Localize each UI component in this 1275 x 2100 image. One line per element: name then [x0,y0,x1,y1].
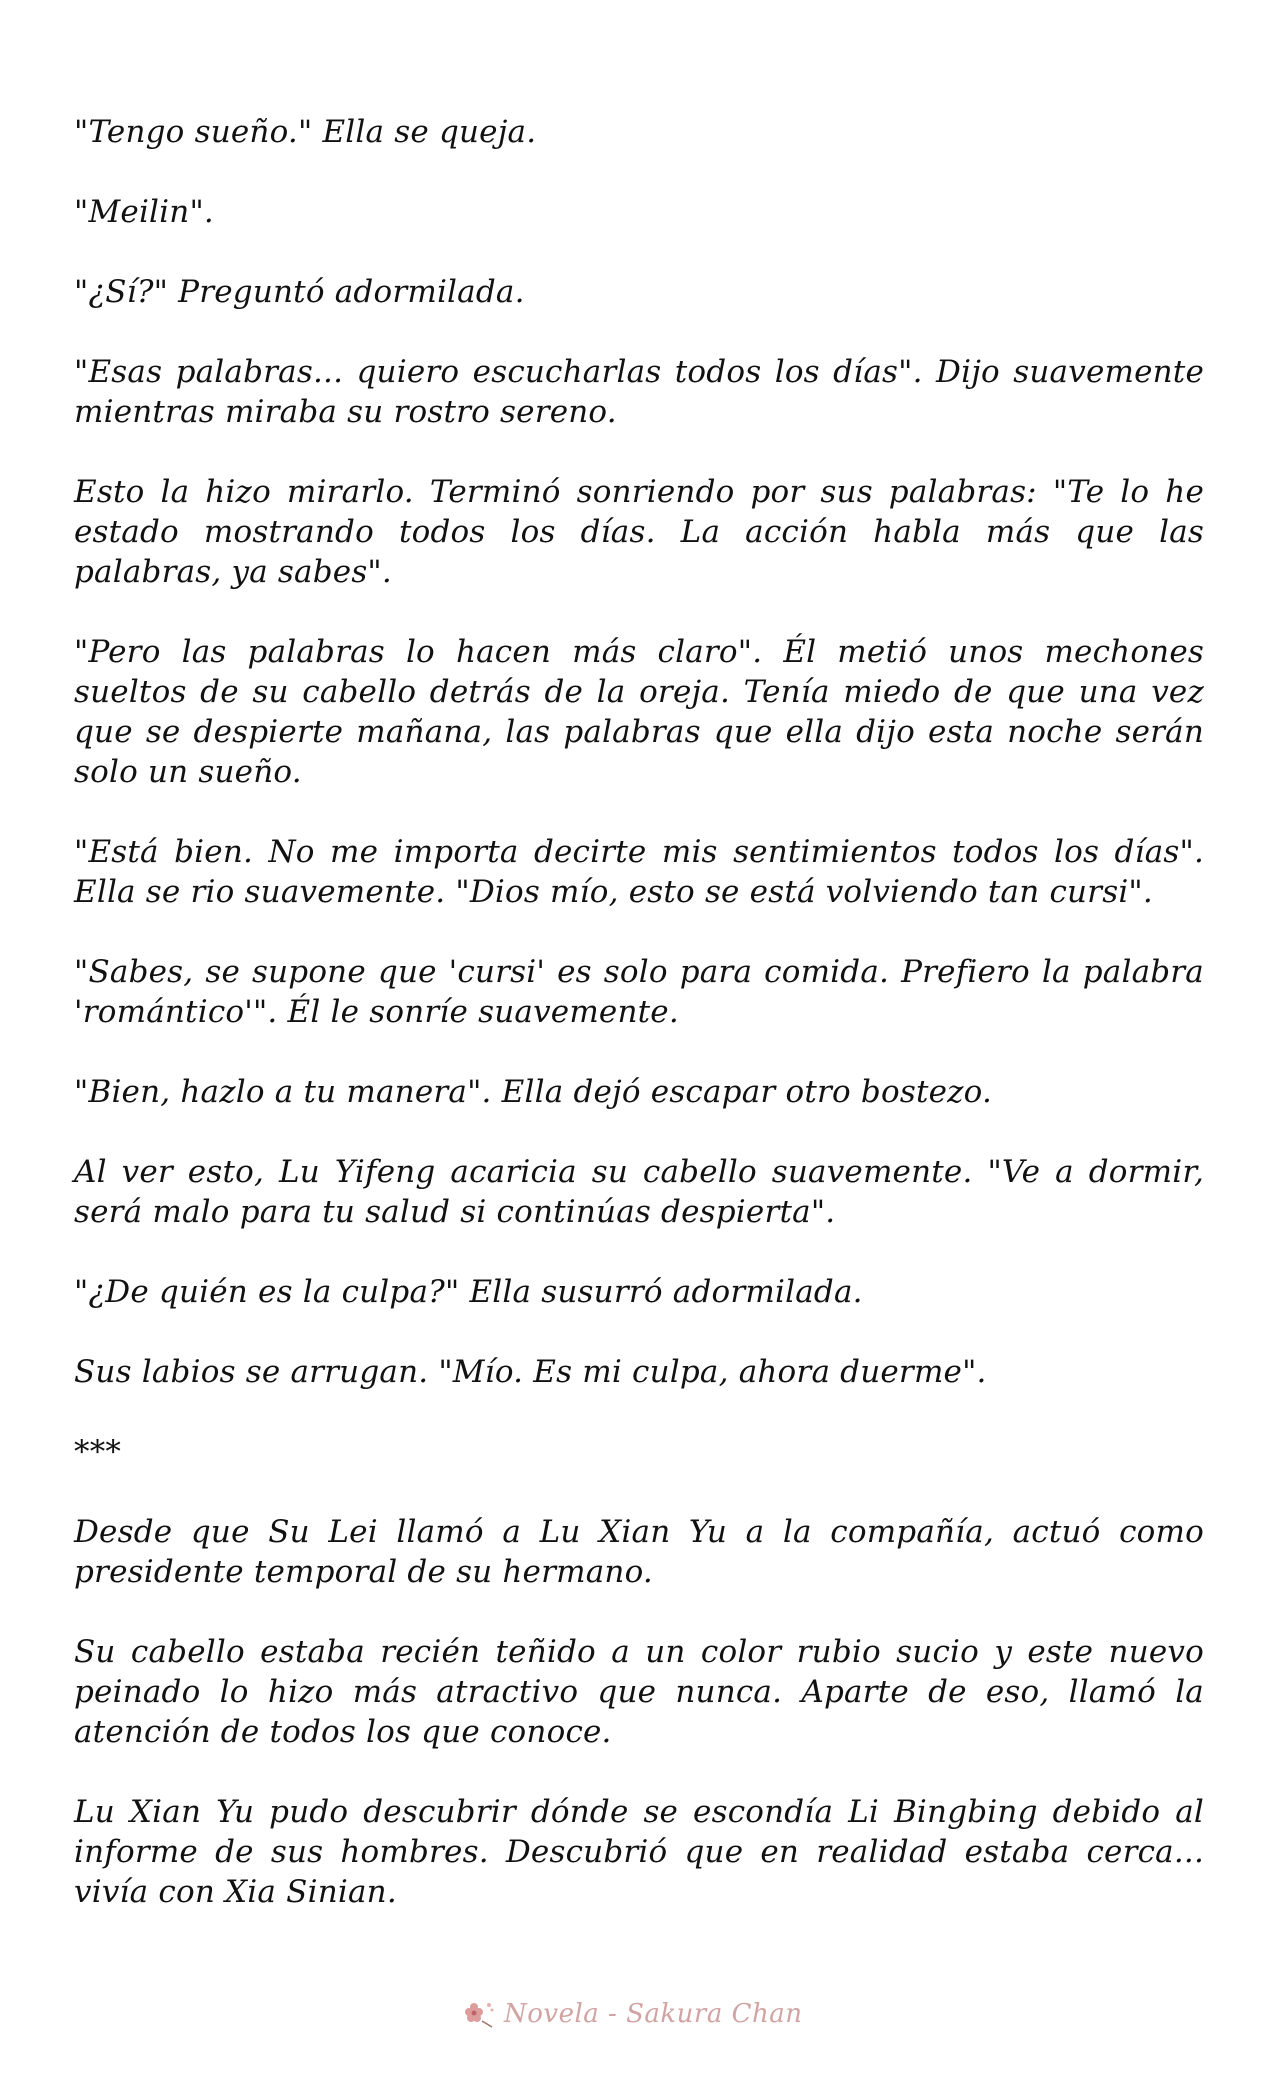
paragraph: Su cabello estaba recién teñido a un color rubio sucio y este nuevo peinado lo hizo más atractivo que nunca. Aparte de eso, llamó la atención de todos los que conoce. [74,1634,1204,1750]
scene-break: *** [74,1434,122,1470]
paragraph: "Bien, hazlo a tu manera". Ella dejó escapar otro bostezo. [74,1074,993,1110]
paragraph: "Tengo sueño." Ella se queja. [74,114,537,150]
paragraph: "Meilin". [74,194,214,230]
paragraph: "Sabes, se supone que 'cursi' es solo para comida. Prefiero la palabra 'romántico'". Él le sonríe suavemente. [74,954,1204,1030]
paragraph: Al ver esto, Lu Yifeng acaricia su cabello suavemente. "Ve a dormir, será malo para tu salud si continúas despierta". [74,1154,1204,1230]
paragraph: Desde que Su Lei llamó a Lu Xian Yu a la compañía, actuó como presidente temporal de su hermano. [74,1514,1204,1590]
paragraph: Esto la hizo mirarlo. Terminó sonriendo por sus palabras: "Te lo he estado mostrando todos los días. La acción habla más que las palabras, ya sabes". [74,474,1204,590]
document-body [74,112,1204,1952]
paragraph: "Está bien. No me importa decirte mis sentimientos todos los días". Ella se rio suavemente. "Dios mío, esto se está volviendo tan cursi". [74,834,1204,910]
paragraph: "Pero las palabras lo hacen más claro". Él metió unos mechones sueltos de su cabello detrás de la oreja. Tenía miedo de que una vez que se despierte mañana, las palabras que ella dijo esta noche serán solo un sueño. [74,634,1204,790]
paragraph: "Esas palabras... quiero escucharlas todos los días". Dijo suavemente mientras miraba su rostro sereno. [74,354,1204,430]
paragraph: "¿De quién es la culpa?" Ella susurró adormilada. [74,1274,863,1310]
sakura-flower-icon [462,1999,496,2029]
paragraph: Lu Xian Yu pudo descubrir dónde se escondía Li Bingbing debido al informe de sus hombres. Descubrió que en realidad estaba cerca... vivía con Xia Sinian. [74,1794,1204,1910]
paragraph: "¿Sí?" Preguntó adormilada. [74,274,525,310]
paragraph: Sus labios se arrugan. "Mío. Es mi culpa, ahora duerme". [74,1354,987,1390]
watermark [462,1992,803,2036]
watermark-text: Novela - Sakura Chan [504,1999,803,2029]
